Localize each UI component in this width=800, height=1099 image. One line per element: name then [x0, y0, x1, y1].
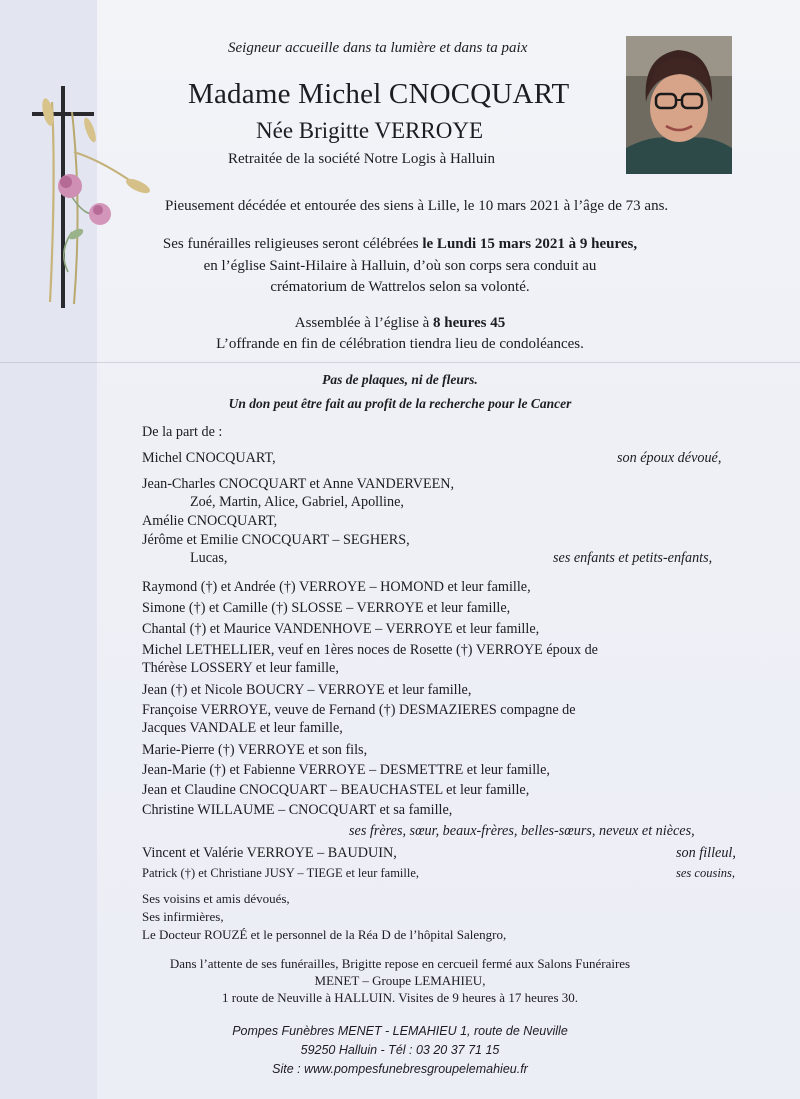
others-line: Ses voisins et amis dévoués, [142, 891, 290, 906]
family-line: Chantal (†) et Maurice VANDENHOVE – VERROYE et leur famille, [142, 621, 540, 637]
family-line: Michel CNOCQUART, [142, 450, 276, 466]
family-line: Jean-Charles CNOCQUART et Anne VANDERVEEN, [142, 476, 455, 492]
family-line: Michel LETHELLIER, veuf en 1ères noces de Rosette (†) VERROYE époux de [142, 642, 598, 658]
family-line: Zoé, Martin, Alice, Gabriel, Apolline, [190, 494, 404, 510]
family-line: Raymond (†) et Andrée (†) VERROYE – HOMOND et leur famille, [142, 579, 531, 595]
occupation: Retraitée de la société Notre Logis à Halluin [228, 151, 495, 167]
offering-note: L’offrande en fin de célébration tiendra lieu de condoléances. [216, 336, 584, 352]
family-line: Jérôme et Emilie CNOCQUART – SEGHERS, [142, 532, 410, 548]
portrait-photo [626, 36, 732, 174]
maiden-name: Née Brigitte VERROYE [256, 118, 483, 143]
cross-with-wheat-and-flowers-icon [28, 82, 158, 312]
family-line: Jean-Marie (†) et Fabienne VERROYE – DESMETTRE et leur famille, [142, 762, 550, 778]
family-line: Jean et Claudine CNOCQUART – BEAUCHASTEL et leur famille, [142, 782, 530, 798]
family-line: Thérèse LOSSERY et leur famille, [142, 660, 339, 676]
relation-label: ses enfants et petits-enfants, [553, 550, 713, 566]
funeral-line-3: crématorium de Wattrelos selon sa volonté. [270, 279, 530, 295]
repose-line-1: Dans l’attente de ses funérailles, Brigitte repose en cercueil fermé aux Salons Funéraires [169, 956, 631, 971]
others-line: Ses infirmières, [142, 909, 224, 924]
relation-label: son époux dévoué, [617, 450, 722, 466]
family-line: Jacques VANDALE et leur famille, [142, 720, 343, 736]
others-line: Le Docteur ROUZÉ et le personnel de la Réa D de l’hôpital Salengro, [142, 927, 507, 942]
no-flowers-note: Pas de plaques, ni de fleurs. [322, 372, 478, 387]
fold-line [0, 362, 800, 363]
funeral-line-1: Ses funérailles religieuses seront célébrées le Lundi 15 mars 2021 à 9 heures, [162, 236, 638, 252]
funeral-home-website: Site : www.pompesfunebresgroupelemahieu.fr [272, 1062, 528, 1076]
funeral-line-2: en l’église Saint-Hilaire à Halluin, d’où son corps sera conduit au [203, 258, 597, 274]
death-announcement: Pieusement décédée et entourée des siens à Lille, le 10 mars 2021 à l’âge de 73 ans. [165, 198, 669, 214]
relation-label: ses frères, sœur, beaux-frères, belles-sœurs, neveux et nièces, [349, 823, 695, 839]
funeral-home-phone: 59250 Halluin - Tél : 03 20 37 71 15 [300, 1043, 500, 1057]
family-line: Lucas, [190, 550, 228, 566]
repose-line-2: MENET – Groupe LEMAHIEU, [314, 973, 486, 988]
family-line: Jean (†) et Nicole BOUCRY – VERROYE et leur famille, [142, 682, 472, 698]
family-line: Marie-Pierre (†) VERROYE et son fils, [142, 742, 368, 758]
funeral-home-address: Pompes Funèbres MENET - LEMAHIEU 1, route de Neuville [232, 1024, 568, 1038]
family-line: Patrick (†) et Christiane JUSY – TIEGE et leur famille, [142, 866, 420, 880]
donation-note: Un don peut être fait au profit de la recherche pour le Cancer [228, 396, 572, 411]
relation-label: son filleul, [676, 845, 736, 861]
family-line: Vincent et Valérie VERROYE – BAUDUIN, [142, 845, 397, 861]
family-line: Simone (†) et Camille (†) SLOSSE – VERROYE et leur famille, [142, 600, 511, 616]
family-line: Christine WILLAUME – CNOCQUART et sa famille, [142, 802, 453, 818]
assembly-time: Assemblée à l’église à 8 heures 45 [294, 315, 506, 331]
repose-line-3: 1 route de Neuville à HALLUIN. Visites de 9 heures à 17 heures 30. [221, 990, 579, 1005]
from-label: De la part de : [142, 424, 223, 440]
deceased-name: Madame Michel CNOCQUART [188, 78, 570, 110]
family-line: Françoise VERROYE, veuve de Fernand (†) DESMAZIERES compagne de [142, 702, 576, 718]
relation-label: ses cousins, [676, 866, 736, 880]
family-line: Amélie CNOCQUART, [142, 513, 278, 529]
opening-verse: Seigneur accueille dans ta lumière et dans ta paix [228, 40, 528, 56]
